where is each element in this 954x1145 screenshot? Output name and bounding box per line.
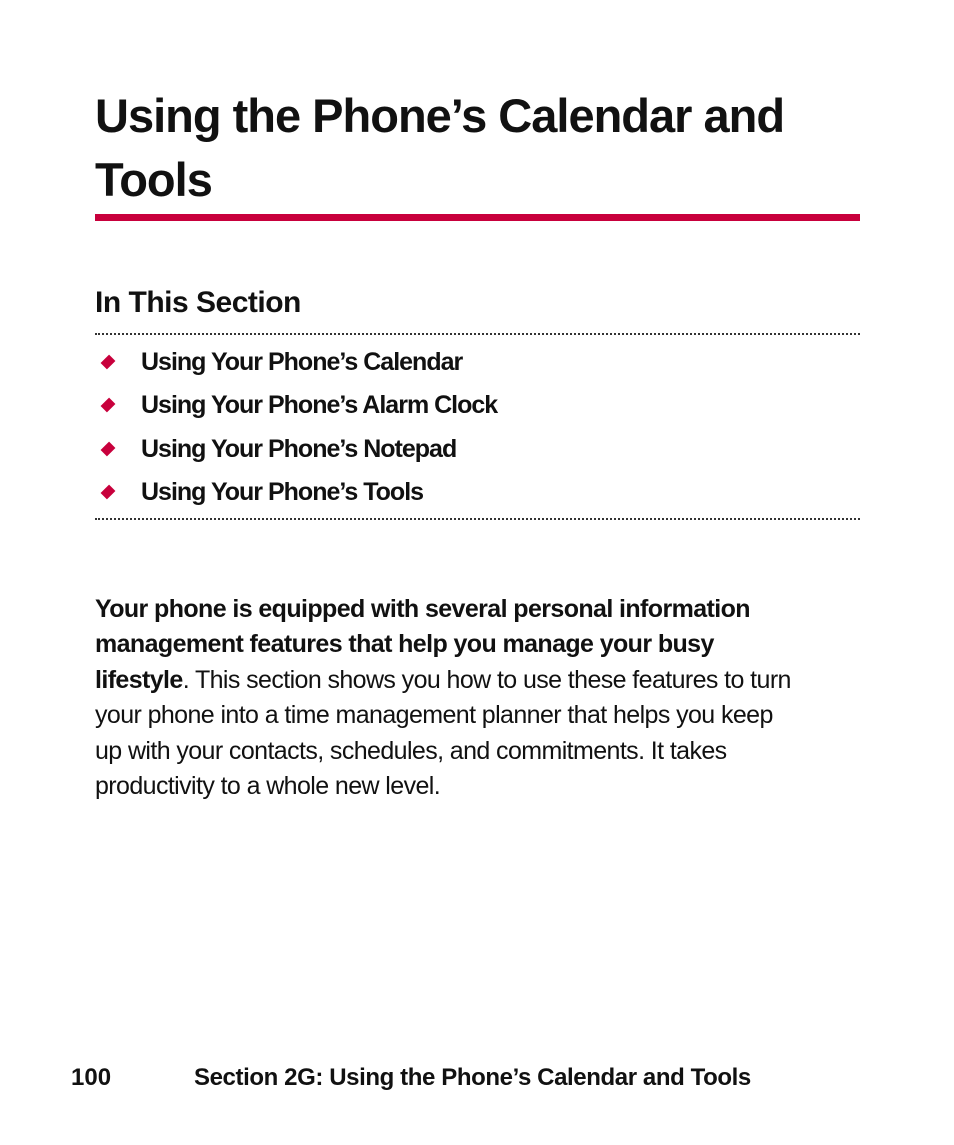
toc-item-alarm-clock: Using Your Phone’s Alarm Clock bbox=[141, 391, 498, 420]
diamond-icon bbox=[101, 354, 116, 369]
footer-section-label: Section 2G: Using the Phone’s Calendar and Tools bbox=[194, 1064, 751, 1091]
intro-bold-text: Your phone is equipped with several personal information management features that help you manage your busy lifestyle bbox=[95, 595, 750, 694]
toc-item-notepad: Using Your Phone’s Notepad bbox=[141, 434, 457, 463]
page-number: 100 bbox=[71, 1064, 112, 1091]
page-title: Using the Phone’s Calendar and Tools bbox=[95, 89, 785, 206]
intro-regular-text: . This section shows you how to use these features to turn your phone into a time management planner that helps you keep up with your contacts, schedules, and commitments. It takes productivity to a whole new level. bbox=[95, 665, 791, 801]
list-item bbox=[95, 471, 497, 515]
title-rule bbox=[95, 214, 860, 221]
toc-item-calendar: Using Your Phone’s Calendar bbox=[141, 347, 463, 376]
diamond-icon bbox=[101, 398, 116, 413]
section-contents-list bbox=[95, 340, 497, 514]
list-item bbox=[95, 427, 497, 471]
diamond-icon bbox=[101, 485, 116, 500]
list-item bbox=[95, 384, 497, 428]
dotted-divider-bottom bbox=[95, 518, 860, 520]
toc-item-tools: Using Your Phone’s Tools bbox=[141, 478, 424, 507]
list-item bbox=[95, 340, 497, 384]
section-heading: In This Section bbox=[95, 286, 301, 319]
diamond-icon bbox=[101, 441, 116, 456]
intro-paragraph bbox=[95, 592, 795, 804]
dotted-divider-top bbox=[95, 333, 860, 335]
